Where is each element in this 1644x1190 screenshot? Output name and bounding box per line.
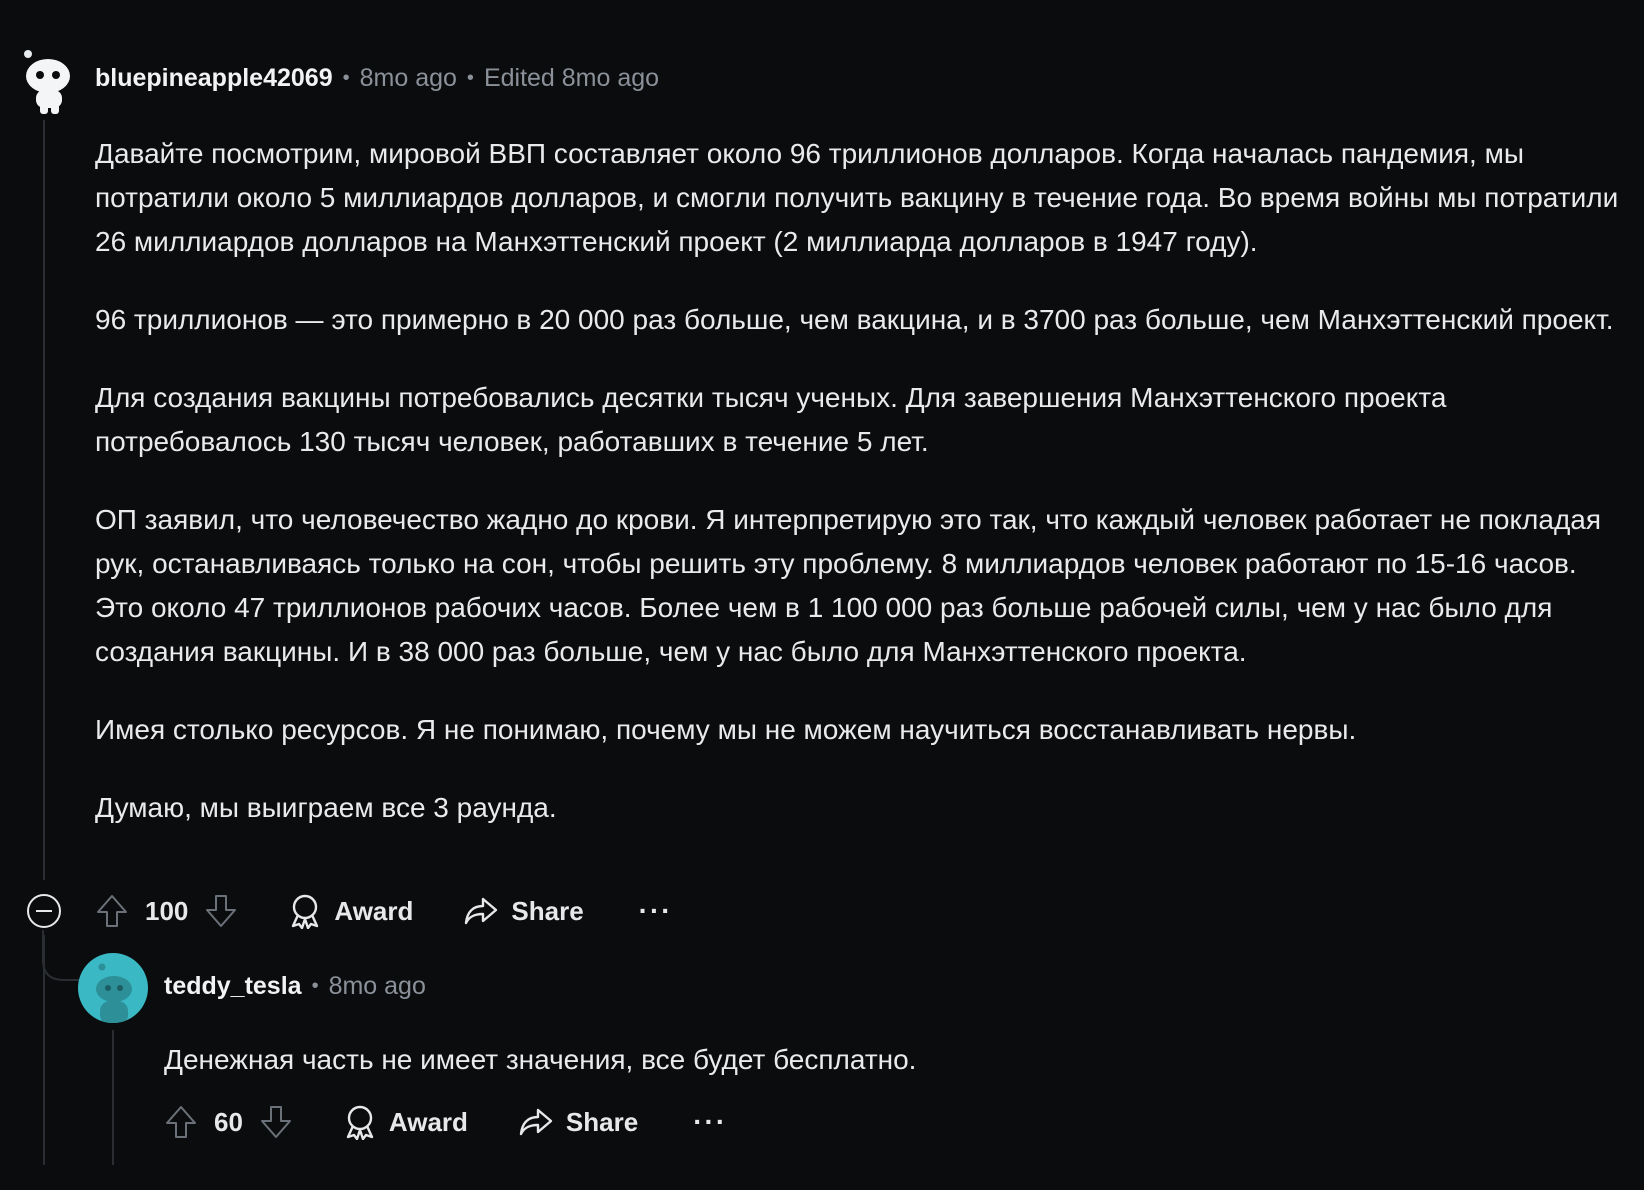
downvote-button[interactable] bbox=[204, 893, 238, 929]
comment-paragraph: Давайте посмотрим, мировой ВВП составляет около 96 триллионов долларов. Когда началась пандемия, мы потратили около 5 миллиардов долларов, и смогли получить вакцину в течение года. Во время войны мы потратили 26 миллиардов долларов на Манхэттенский проект (2 миллиарда долларов в 1947 году). bbox=[95, 138, 1619, 257]
reply-timestamp[interactable]: 8mo ago bbox=[328, 972, 426, 1000]
vote-group bbox=[164, 1104, 293, 1140]
comment-paragraph: Для создания вакцины потребовались десятки тысяч ученых. Для завершения Манхэттенского проекта потребовалось 130 тысяч человек, работавших в течение 5 лет. bbox=[95, 382, 1447, 457]
share-icon bbox=[518, 1106, 554, 1138]
collapse-icon bbox=[26, 893, 62, 929]
vote-count: 100 bbox=[145, 895, 189, 926]
award-label: Award bbox=[334, 895, 414, 926]
thread-line-reply[interactable] bbox=[112, 1030, 114, 1165]
comment-paragraph: Думаю, мы выиграем все 3 раунда. bbox=[95, 792, 557, 823]
upvote-button[interactable] bbox=[164, 1104, 198, 1140]
more-options-button[interactable]: ··· bbox=[693, 1106, 728, 1137]
reply-avatar[interactable] bbox=[78, 953, 148, 1023]
snoo-avatar-icon bbox=[18, 46, 74, 116]
comment-paragraph: Имея столько ресурсов. Я не понимаю, почему мы не можем научиться восстанавливать нервы. bbox=[95, 714, 1357, 745]
comment-meta bbox=[95, 64, 659, 93]
share-button[interactable] bbox=[518, 1106, 638, 1138]
award-label: Award bbox=[388, 1106, 468, 1137]
downvote-icon bbox=[259, 1104, 293, 1140]
thread-branch bbox=[42, 930, 82, 990]
username[interactable]: bluepineapple42069 bbox=[95, 64, 333, 92]
downvote-icon bbox=[204, 893, 238, 929]
upvote-icon bbox=[95, 893, 129, 929]
award-button[interactable] bbox=[343, 1104, 468, 1140]
timestamp[interactable]: 8mo ago bbox=[359, 64, 457, 92]
award-button[interactable] bbox=[288, 893, 413, 929]
comment-body bbox=[95, 132, 1620, 864]
share-label: Share bbox=[511, 895, 584, 926]
collapse-button[interactable] bbox=[26, 893, 62, 929]
comment-actions bbox=[95, 889, 673, 933]
separator-dot: • bbox=[311, 975, 319, 997]
share-label: Share bbox=[565, 1106, 639, 1137]
vote-count: 60 bbox=[214, 1106, 243, 1137]
vote-group bbox=[95, 893, 238, 929]
comment-paragraph: 96 триллионов — это примерно в 20 000 раз больше, чем вакцина, и в 3700 раз больше, чем Манхэттенский проект. bbox=[95, 304, 1614, 335]
snoo-avatar-icon bbox=[78, 953, 148, 1023]
reply-actions bbox=[164, 1100, 727, 1144]
separator-dot: • bbox=[466, 67, 474, 89]
avatar[interactable] bbox=[18, 46, 74, 116]
reply-username[interactable]: teddy_tesla bbox=[164, 972, 302, 1000]
upvote-icon bbox=[164, 1104, 198, 1140]
downvote-button[interactable] bbox=[259, 1104, 293, 1140]
edited-label: Edited 8mo ago bbox=[483, 64, 660, 92]
reply-meta bbox=[164, 972, 426, 1001]
share-icon bbox=[463, 895, 499, 927]
reply-paragraph: Денежная часть не имеет значения, все будет бесплатно. bbox=[164, 1044, 917, 1075]
upvote-button[interactable] bbox=[95, 893, 129, 929]
thread-line-main[interactable] bbox=[43, 120, 45, 880]
award-icon bbox=[288, 893, 322, 929]
award-icon bbox=[343, 1104, 377, 1140]
more-options-button[interactable]: ··· bbox=[638, 895, 673, 926]
separator-dot: • bbox=[342, 67, 350, 89]
share-button[interactable] bbox=[463, 895, 583, 927]
comment-paragraph: ОП заявил, что человечество жадно до крови. Я интерпретирую это так, что каждый человек работает не покладая рук, останавливаясь только на сон, чтобы решить эту проблему. 8 миллиардов человек работают по 15-16 часов. Это около 47 триллионов рабочих часов. Более чем в 1 100 000 раз больше рабочей силы, чем у нас было для создания вакцины. И в 38 000 раз больше, чем у нас было для Манхэттенского проекта. bbox=[95, 504, 1602, 667]
